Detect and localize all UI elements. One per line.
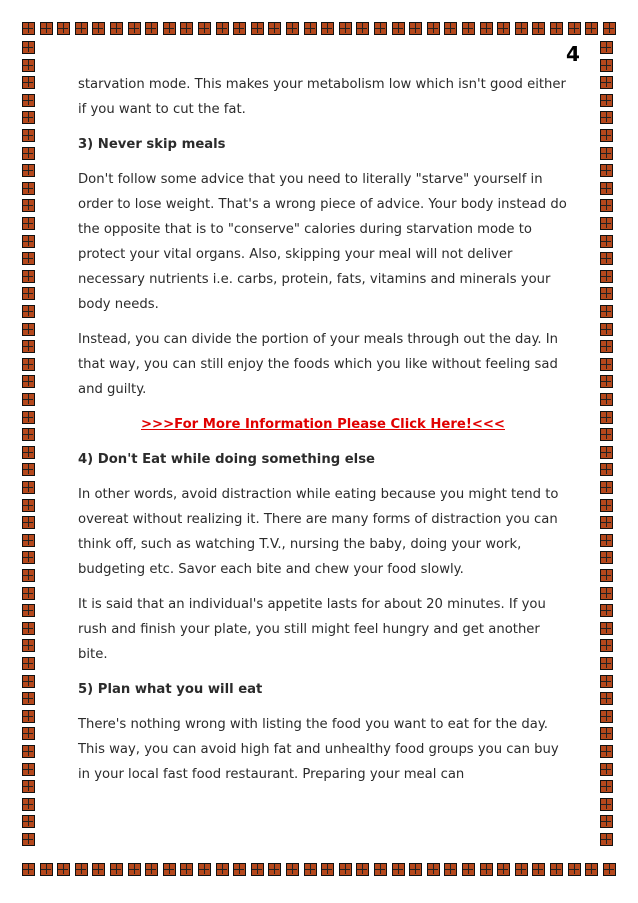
border-tile: [427, 22, 440, 35]
border-tile: [550, 863, 563, 876]
border-tile: [409, 863, 422, 876]
border-tile: [22, 199, 35, 212]
border-tile: [22, 780, 35, 793]
border-tile: [22, 446, 35, 459]
border-tile: [22, 147, 35, 160]
border-tile: [22, 41, 35, 54]
border-tile: [600, 833, 613, 846]
border-tile: [22, 551, 35, 564]
border-tile: [600, 287, 613, 300]
more-info-link[interactable]: >>>For More Information Please Click Here!<<<: [140, 417, 505, 432]
border-tile: [304, 863, 317, 876]
border-tile: [600, 129, 613, 142]
border-tile: [22, 252, 35, 265]
decorative-border-right: [600, 38, 616, 863]
border-tile: [600, 798, 613, 811]
border-tile: [600, 604, 613, 617]
border-tile: [600, 569, 613, 582]
border-tile: [163, 22, 176, 35]
border-tile: [22, 692, 35, 705]
border-tile: [600, 270, 613, 283]
border-tile: [22, 287, 35, 300]
border-tile: [600, 235, 613, 248]
border-tile: [600, 59, 613, 72]
border-tile: [198, 22, 211, 35]
border-tile: [22, 763, 35, 776]
border-tile: [532, 22, 545, 35]
border-tile: [22, 604, 35, 617]
border-tile: [22, 798, 35, 811]
border-tile: [22, 675, 35, 688]
border-tile: [22, 94, 35, 107]
border-tile: [22, 657, 35, 670]
border-tile: [600, 710, 613, 723]
border-tile: [304, 22, 317, 35]
border-tile: [286, 22, 299, 35]
border-tile: [22, 463, 35, 476]
border-tile: [22, 727, 35, 740]
border-tile: [515, 863, 528, 876]
border-tile: [22, 569, 35, 582]
border-tile: [600, 411, 613, 424]
border-tile: [22, 622, 35, 635]
border-tile: [22, 217, 35, 230]
border-tile: [600, 780, 613, 793]
border-tile: [286, 863, 299, 876]
border-tile: [216, 863, 229, 876]
border-tile: [600, 692, 613, 705]
border-tile: [600, 41, 613, 54]
border-tile: [600, 111, 613, 124]
border-tile: [92, 863, 105, 876]
border-tile: [22, 235, 35, 248]
page-number: 4: [566, 42, 580, 66]
border-tile: [600, 199, 613, 212]
border-tile: [600, 217, 613, 230]
border-tile: [600, 675, 613, 688]
border-tile: [550, 22, 563, 35]
border-tile: [22, 863, 35, 876]
border-tile: [462, 22, 475, 35]
border-tile: [22, 745, 35, 758]
border-tile: [22, 710, 35, 723]
border-tile: [110, 863, 123, 876]
border-tile: [145, 863, 158, 876]
border-tile: [600, 534, 613, 547]
border-tile: [600, 252, 613, 265]
border-tile: [392, 863, 405, 876]
border-tile: [339, 22, 352, 35]
border-tile: [585, 22, 598, 35]
border-tile: [600, 463, 613, 476]
border-tile: [22, 375, 35, 388]
section-heading-3: 3) Never skip meals: [78, 137, 226, 152]
border-tile: [462, 863, 475, 876]
more-info-link-line: [78, 412, 568, 437]
border-tile: [268, 863, 281, 876]
border-tile: [22, 111, 35, 124]
border-tile: [600, 305, 613, 318]
border-tile: [57, 22, 70, 35]
border-tile: [180, 863, 193, 876]
border-tile: [180, 22, 193, 35]
border-tile: [321, 22, 334, 35]
border-tile: [22, 358, 35, 371]
decorative-border-bottom: [22, 863, 616, 879]
border-tile: [22, 59, 35, 72]
border-tile: [233, 863, 246, 876]
border-tile: [233, 22, 246, 35]
border-tile: [92, 22, 105, 35]
section-heading-4: 4) Don't Eat while doing something else: [78, 452, 375, 467]
border-tile: [22, 587, 35, 600]
border-tile: [22, 833, 35, 846]
border-tile: [603, 22, 616, 35]
border-tile: [216, 22, 229, 35]
border-tile: [268, 22, 281, 35]
border-tile: [568, 22, 581, 35]
page-content: [78, 72, 568, 797]
border-tile: [480, 863, 493, 876]
border-tile: [600, 657, 613, 670]
border-tile: [339, 863, 352, 876]
border-tile: [22, 639, 35, 652]
border-tile: [22, 815, 35, 828]
border-tile: [75, 22, 88, 35]
border-tile: [497, 22, 510, 35]
border-tile: [600, 499, 613, 512]
border-tile: [40, 22, 53, 35]
border-tile: [75, 863, 88, 876]
border-tile: [568, 863, 581, 876]
section-3-paragraph: Don't follow some advice that you need to literally "starve" yourself in order to lose weight. That's a wrong piece of advice. Your body instead do the opposite that is to "conserve" calories during starvation mode to protect your vital organs. Also, skipping your meal will not deliver necessary nutrients i.e. carbs, protein, fats, vitamins and minerals your body needs.: [78, 172, 567, 312]
border-tile: [145, 22, 158, 35]
decorative-border-left: [22, 38, 38, 863]
border-tile: [409, 22, 422, 35]
section-3-paragraph: Instead, you can divide the portion of your meals through out the day. In that way, you can still enjoy the foods which you like without feeling sad and guilty.: [78, 332, 559, 397]
border-tile: [374, 863, 387, 876]
border-tile: [22, 323, 35, 336]
border-tile: [600, 428, 613, 441]
border-tile: [198, 863, 211, 876]
border-tile: [40, 863, 53, 876]
border-tile: [22, 411, 35, 424]
border-tile: [600, 182, 613, 195]
border-tile: [22, 499, 35, 512]
border-tile: [374, 22, 387, 35]
border-tile: [600, 516, 613, 529]
border-tile: [356, 22, 369, 35]
border-tile: [600, 587, 613, 600]
border-tile: [22, 270, 35, 283]
border-tile: [600, 639, 613, 652]
border-tile: [600, 745, 613, 758]
border-tile: [600, 94, 613, 107]
border-tile: [22, 22, 35, 35]
border-tile: [600, 446, 613, 459]
border-tile: [22, 481, 35, 494]
border-tile: [600, 147, 613, 160]
border-tile: [600, 358, 613, 371]
border-tile: [22, 164, 35, 177]
border-tile: [600, 375, 613, 388]
border-tile: [600, 340, 613, 353]
border-tile: [128, 22, 141, 35]
border-tile: [392, 22, 405, 35]
border-tile: [444, 863, 457, 876]
section-4-paragraph: In other words, avoid distraction while eating because you might tend to overeat without realizing it. There are many forms of distraction you can think off, such as watching T.V., nursing the baby, doing your work, budgeting etc. Savor each bite and chew your food slowly.: [78, 487, 559, 577]
border-tile: [600, 551, 613, 564]
border-tile: [22, 305, 35, 318]
border-tile: [600, 393, 613, 406]
border-tile: [427, 863, 440, 876]
border-tile: [22, 428, 35, 441]
border-tile: [22, 129, 35, 142]
border-tile: [163, 863, 176, 876]
border-tile: [356, 863, 369, 876]
section-4-paragraph: It is said that an individual's appetite lasts for about 20 minutes. If you rush and finish your plate, you still might feel hungry and get another bite.: [78, 597, 546, 662]
border-tile: [600, 481, 613, 494]
border-tile: [110, 22, 123, 35]
border-tile: [532, 863, 545, 876]
border-tile: [251, 863, 264, 876]
border-tile: [444, 22, 457, 35]
border-tile: [515, 22, 528, 35]
section-5-paragraph: There's nothing wrong with listing the food you want to eat for the day. This way, you can avoid high fat and unhealthy food groups you can buy in your local fast food restaurant. Preparing your meal can: [78, 717, 559, 782]
border-tile: [22, 516, 35, 529]
border-tile: [585, 863, 598, 876]
border-tile: [603, 863, 616, 876]
intro-paragraph: starvation mode. This makes your metabolism low which isn't good either if you want to cut the fat.: [78, 77, 566, 117]
border-tile: [22, 340, 35, 353]
border-tile: [251, 22, 264, 35]
border-tile: [128, 863, 141, 876]
border-tile: [321, 863, 334, 876]
border-tile: [600, 323, 613, 336]
border-tile: [22, 534, 35, 547]
border-tile: [600, 727, 613, 740]
border-tile: [600, 164, 613, 177]
border-tile: [22, 182, 35, 195]
border-tile: [497, 863, 510, 876]
border-tile: [57, 863, 70, 876]
border-tile: [22, 76, 35, 89]
decorative-border-top: [22, 22, 616, 38]
border-tile: [600, 622, 613, 635]
border-tile: [480, 22, 493, 35]
border-tile: [22, 393, 35, 406]
section-heading-5: 5) Plan what you will eat: [78, 682, 263, 697]
border-tile: [600, 815, 613, 828]
border-tile: [600, 763, 613, 776]
border-tile: [600, 76, 613, 89]
